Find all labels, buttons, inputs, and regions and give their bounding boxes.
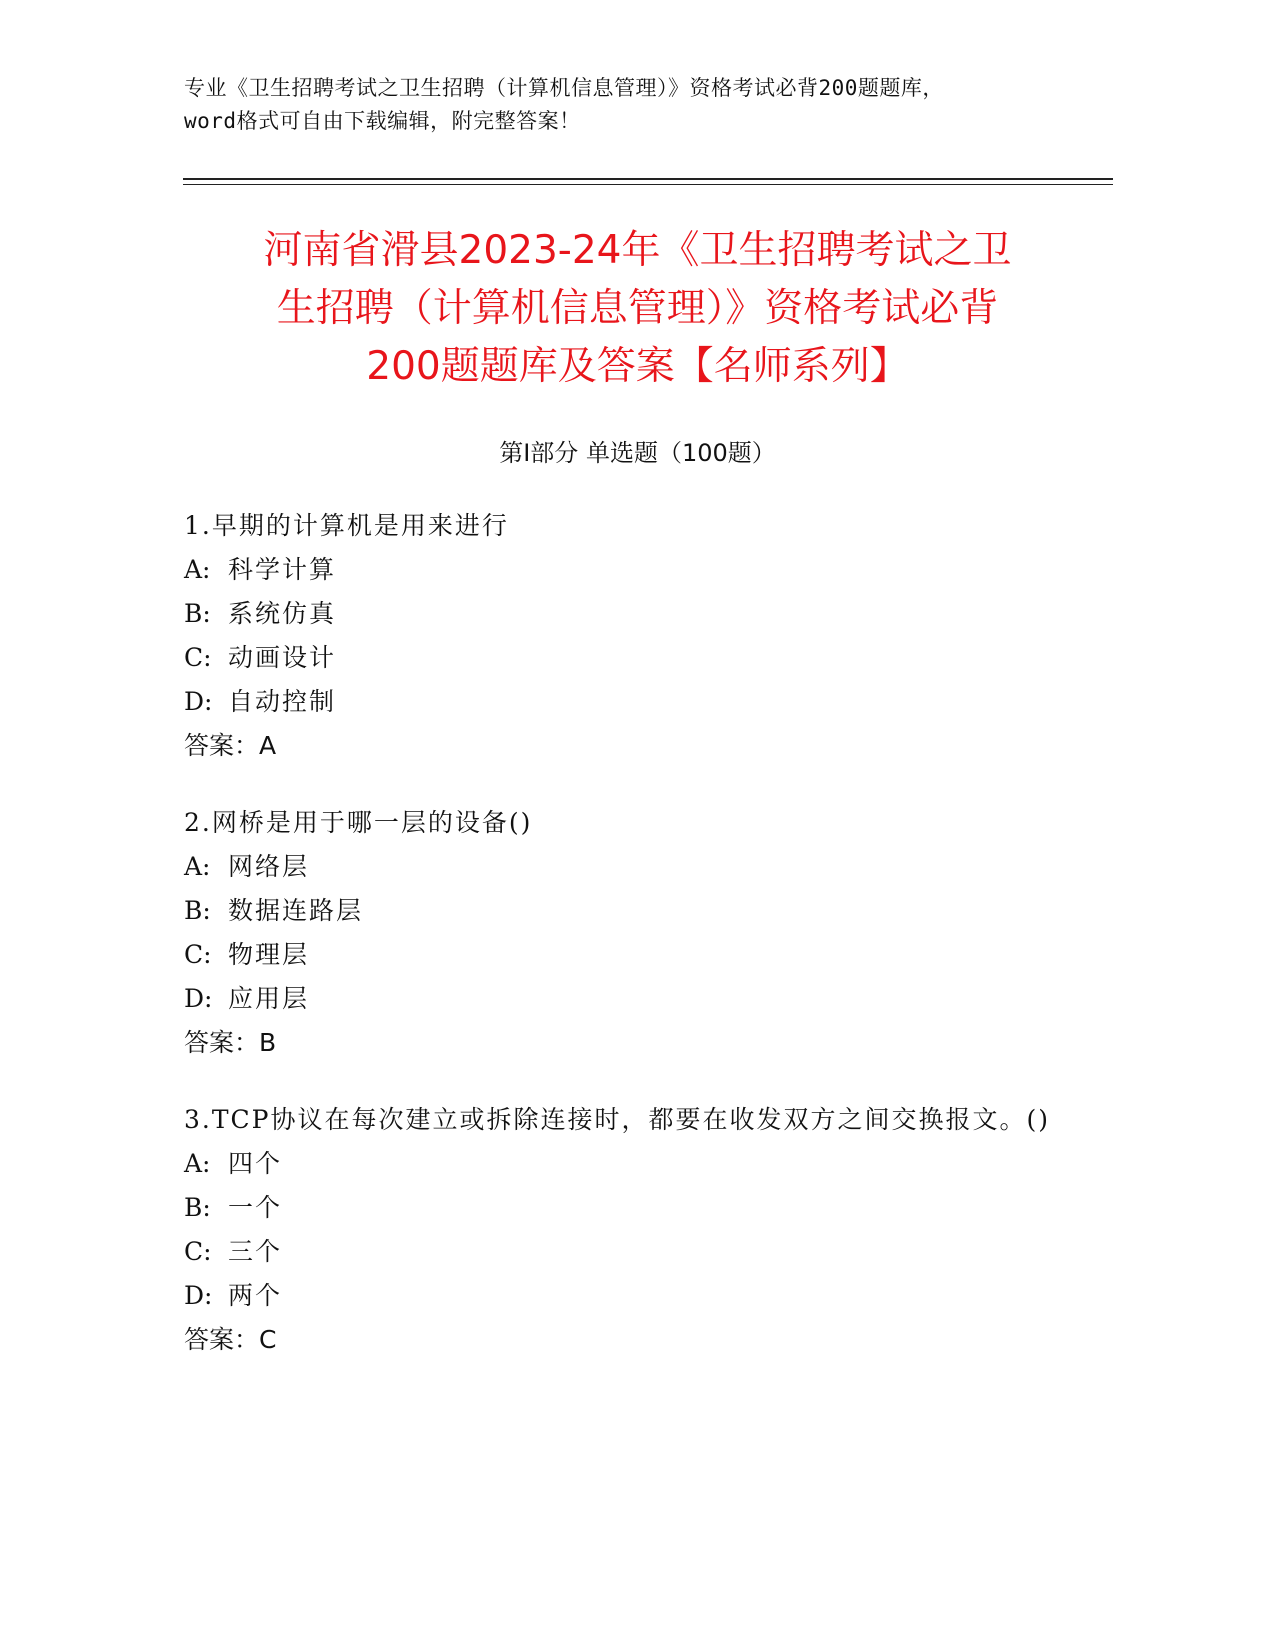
option-text: 四个 bbox=[228, 1149, 283, 1178]
title-line-3: 200题题库及答案【名师系列】 bbox=[366, 344, 909, 389]
option-letter: A: bbox=[184, 852, 211, 881]
option-text: 物理层 bbox=[228, 940, 310, 969]
option-letter: C: bbox=[184, 643, 212, 672]
header-note-line-1: 专业《卫生招聘考试之卫生招聘（计算机信息管理）》资格考试必背200题题库， bbox=[184, 76, 944, 100]
option-a bbox=[184, 554, 1084, 585]
question-item bbox=[184, 1104, 1084, 1355]
option-text: 自动控制 bbox=[228, 687, 337, 716]
option-text: 两个 bbox=[228, 1281, 283, 1310]
option-text: 三个 bbox=[228, 1237, 283, 1266]
option-letter: C: bbox=[184, 940, 212, 969]
option-b bbox=[184, 598, 1084, 629]
section-heading: 第Ⅰ部分 单选题（100题） bbox=[499, 439, 776, 467]
option-d bbox=[184, 1280, 1084, 1311]
header-note-line-2: word格式可自由下载编辑，附完整答案！ bbox=[184, 109, 581, 133]
option-c bbox=[184, 642, 1084, 673]
question-item bbox=[184, 510, 1084, 761]
option-c bbox=[184, 1236, 1084, 1267]
option-b bbox=[184, 1192, 1084, 1223]
option-text: 应用层 bbox=[228, 984, 310, 1013]
answer-line: 答案：B bbox=[184, 1028, 277, 1057]
option-a bbox=[184, 1148, 1084, 1179]
answer-line: 答案：C bbox=[184, 1325, 277, 1354]
option-text: 动画设计 bbox=[228, 643, 337, 672]
option-c bbox=[184, 939, 1084, 970]
option-letter: B: bbox=[184, 896, 211, 925]
title-line-2: 生招聘（计算机信息管理）》资格考试必背 bbox=[276, 286, 999, 331]
header-divider-thick bbox=[183, 178, 1113, 180]
title-line-1: 河南省滑县2023-24年《卫生招聘考试之卫 bbox=[263, 228, 1012, 273]
option-letter: D: bbox=[184, 687, 213, 716]
option-b bbox=[184, 895, 1084, 926]
option-text: 系统仿真 bbox=[228, 599, 337, 628]
option-letter: C: bbox=[184, 1237, 212, 1266]
option-a bbox=[184, 851, 1084, 882]
question-item bbox=[184, 807, 1084, 1058]
answer-line: 答案：A bbox=[184, 731, 277, 760]
option-text: 科学计算 bbox=[228, 555, 337, 584]
document-header-note bbox=[184, 72, 1104, 138]
option-text: 一个 bbox=[228, 1193, 283, 1222]
question-stem: 2.网桥是用于哪一层的设备() bbox=[184, 808, 533, 837]
question-stem: 3.TCP协议在每次建立或拆除连接时，都要在收发双方之间交换报文。() bbox=[184, 1105, 1050, 1134]
header-divider-thin bbox=[183, 184, 1113, 185]
option-text: 网络层 bbox=[228, 852, 310, 881]
option-d bbox=[184, 686, 1084, 717]
option-letter: D: bbox=[184, 984, 213, 1013]
option-letter: B: bbox=[184, 599, 211, 628]
option-letter: A: bbox=[184, 1149, 211, 1178]
question-stem: 1.早期的计算机是用来进行 bbox=[184, 511, 509, 540]
option-d bbox=[184, 983, 1084, 1014]
option-letter: B: bbox=[184, 1193, 211, 1222]
option-letter: D: bbox=[184, 1281, 213, 1310]
document-title bbox=[150, 222, 1125, 396]
option-text: 数据连路层 bbox=[228, 896, 364, 925]
question-list bbox=[184, 510, 1084, 1401]
option-letter: A: bbox=[184, 555, 211, 584]
